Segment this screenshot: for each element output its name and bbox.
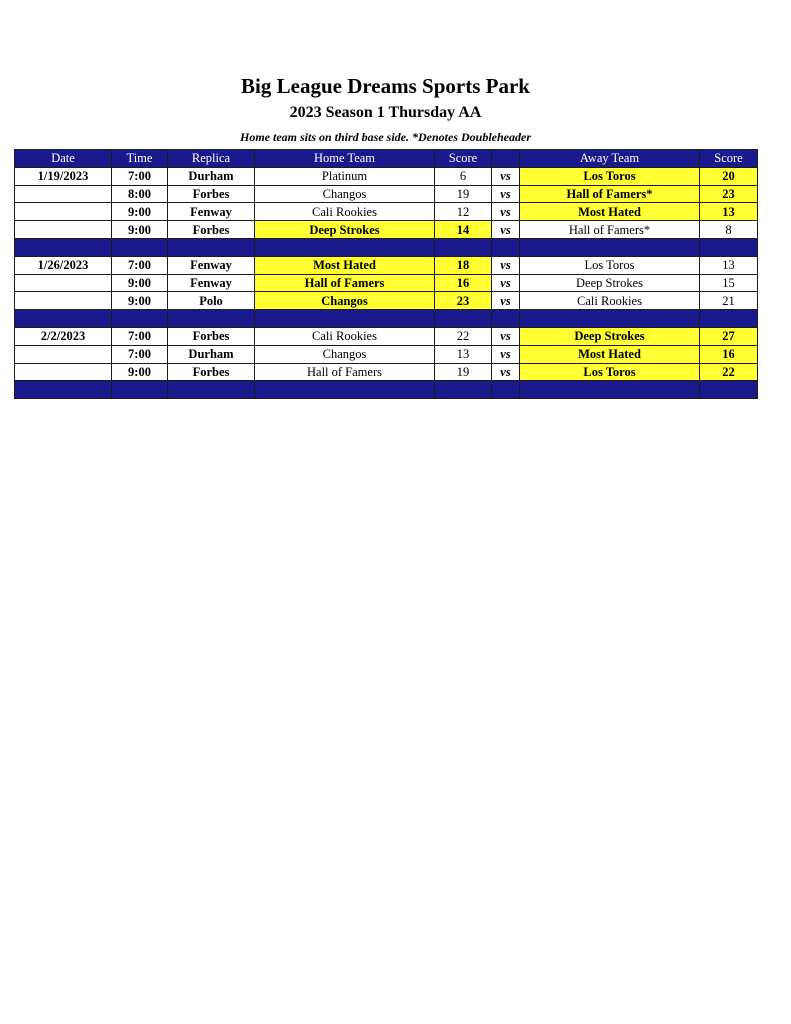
vs-label: vs (492, 221, 520, 239)
separator-cell (112, 238, 168, 256)
group-separator-row (15, 310, 758, 328)
game-time: 7:00 (112, 167, 168, 185)
game-date (15, 185, 112, 203)
game-row (15, 345, 758, 363)
home-score: 16 (435, 274, 492, 292)
game-time: 7:00 (112, 256, 168, 274)
home-team: Cali Rookies (255, 203, 435, 221)
separator-cell (112, 381, 168, 399)
game-replica: Fenway (168, 256, 255, 274)
separator-cell (492, 310, 520, 328)
game-row (15, 327, 758, 345)
col-header-replica: Replica (168, 150, 255, 168)
away-score: 15 (700, 274, 758, 292)
away-team: Hall of Famers* (520, 185, 700, 203)
game-time: 9:00 (112, 363, 168, 381)
home-score: 23 (435, 292, 492, 310)
separator-cell (520, 238, 700, 256)
separator-cell (168, 381, 255, 399)
col-header-away-score: Score (700, 150, 758, 168)
vs-label: vs (492, 185, 520, 203)
away-team: Deep Strokes (520, 327, 700, 345)
game-date: 1/19/2023 (15, 167, 112, 185)
vs-label: vs (492, 167, 520, 185)
col-header-date: Date (15, 150, 112, 168)
separator-cell (15, 310, 112, 328)
game-replica: Durham (168, 345, 255, 363)
game-row (15, 363, 758, 381)
game-time: 7:00 (112, 345, 168, 363)
home-team: Changos (255, 292, 435, 310)
home-score: 19 (435, 363, 492, 381)
home-team: Changos (255, 345, 435, 363)
game-date: 1/26/2023 (15, 256, 112, 274)
away-team: Los Toros (520, 363, 700, 381)
away-team: Hall of Famers* (520, 221, 700, 239)
game-replica: Fenway (168, 274, 255, 292)
col-header-home-team: Home Team (255, 150, 435, 168)
separator-cell (700, 238, 758, 256)
separator-cell (520, 310, 700, 328)
vs-label: vs (492, 256, 520, 274)
separator-cell (492, 238, 520, 256)
separator-cell (168, 238, 255, 256)
header-row (15, 150, 758, 168)
separator-cell (435, 238, 492, 256)
col-header-vs (492, 150, 520, 168)
game-time: 9:00 (112, 203, 168, 221)
home-score: 19 (435, 185, 492, 203)
game-date: 2/2/2023 (15, 327, 112, 345)
game-date (15, 203, 112, 221)
game-row (15, 221, 758, 239)
game-date (15, 274, 112, 292)
game-time: 9:00 (112, 221, 168, 239)
game-row (15, 292, 758, 310)
game-replica: Forbes (168, 363, 255, 381)
home-team: Cali Rookies (255, 327, 435, 345)
away-team: Most Hated (520, 345, 700, 363)
group-separator-row (15, 238, 758, 256)
home-score: 6 (435, 167, 492, 185)
away-score: 13 (700, 203, 758, 221)
game-replica: Forbes (168, 185, 255, 203)
game-replica: Forbes (168, 221, 255, 239)
separator-cell (112, 310, 168, 328)
game-row (15, 256, 758, 274)
away-score: 16 (700, 345, 758, 363)
game-date (15, 221, 112, 239)
game-date (15, 292, 112, 310)
separator-cell (255, 238, 435, 256)
game-row (15, 274, 758, 292)
home-team: Most Hated (255, 256, 435, 274)
separator-cell (255, 310, 435, 328)
separator-cell (435, 310, 492, 328)
game-replica: Forbes (168, 327, 255, 345)
vs-label: vs (492, 292, 520, 310)
game-time: 7:00 (112, 327, 168, 345)
game-replica: Durham (168, 167, 255, 185)
home-team: Hall of Famers (255, 274, 435, 292)
game-row (15, 185, 758, 203)
separator-cell (492, 381, 520, 399)
vs-label: vs (492, 274, 520, 292)
group-separator-row (15, 381, 758, 399)
away-score: 23 (700, 185, 758, 203)
away-team: Deep Strokes (520, 274, 700, 292)
away-team: Most Hated (520, 203, 700, 221)
game-time: 8:00 (112, 185, 168, 203)
away-score: 22 (700, 363, 758, 381)
game-row (15, 167, 758, 185)
separator-cell (435, 381, 492, 399)
home-score: 14 (435, 221, 492, 239)
away-score: 21 (700, 292, 758, 310)
home-score: 12 (435, 203, 492, 221)
separator-cell (700, 310, 758, 328)
home-team: Deep Strokes (255, 221, 435, 239)
vs-label: vs (492, 327, 520, 345)
game-row (15, 203, 758, 221)
home-score: 18 (435, 256, 492, 274)
away-team: Los Toros (520, 167, 700, 185)
home-team: Hall of Famers (255, 363, 435, 381)
away-team: Los Toros (520, 256, 700, 274)
home-score: 22 (435, 327, 492, 345)
game-replica: Polo (168, 292, 255, 310)
away-score: 27 (700, 327, 758, 345)
separator-cell (700, 381, 758, 399)
game-time: 9:00 (112, 292, 168, 310)
separator-cell (255, 381, 435, 399)
title-block (0, 72, 771, 145)
away-score: 8 (700, 221, 758, 239)
page-title: Big League Dreams Sports Park (241, 74, 530, 98)
home-team: Platinum (255, 167, 435, 185)
separator-cell (15, 381, 112, 399)
game-date (15, 363, 112, 381)
away-score: 13 (700, 256, 758, 274)
away-score: 20 (700, 167, 758, 185)
game-replica: Fenway (168, 203, 255, 221)
game-date (15, 345, 112, 363)
home-team: Changos (255, 185, 435, 203)
vs-label: vs (492, 363, 520, 381)
away-team: Cali Rookies (520, 292, 700, 310)
vs-label: vs (492, 203, 520, 221)
col-header-time: Time (112, 150, 168, 168)
separator-cell (520, 381, 700, 399)
separator-cell (15, 238, 112, 256)
schedule-body (15, 167, 758, 398)
vs-label: vs (492, 345, 520, 363)
col-header-home-score: Score (435, 150, 492, 168)
game-time: 9:00 (112, 274, 168, 292)
col-header-away-team: Away Team (520, 150, 700, 168)
page-note: Home team sits on third base side. *Denotes Doubleheader (240, 130, 531, 144)
schedule-table (14, 149, 758, 399)
home-score: 13 (435, 345, 492, 363)
separator-cell (168, 310, 255, 328)
page-subtitle: 2023 Season 1 Thursday AA (289, 104, 482, 121)
